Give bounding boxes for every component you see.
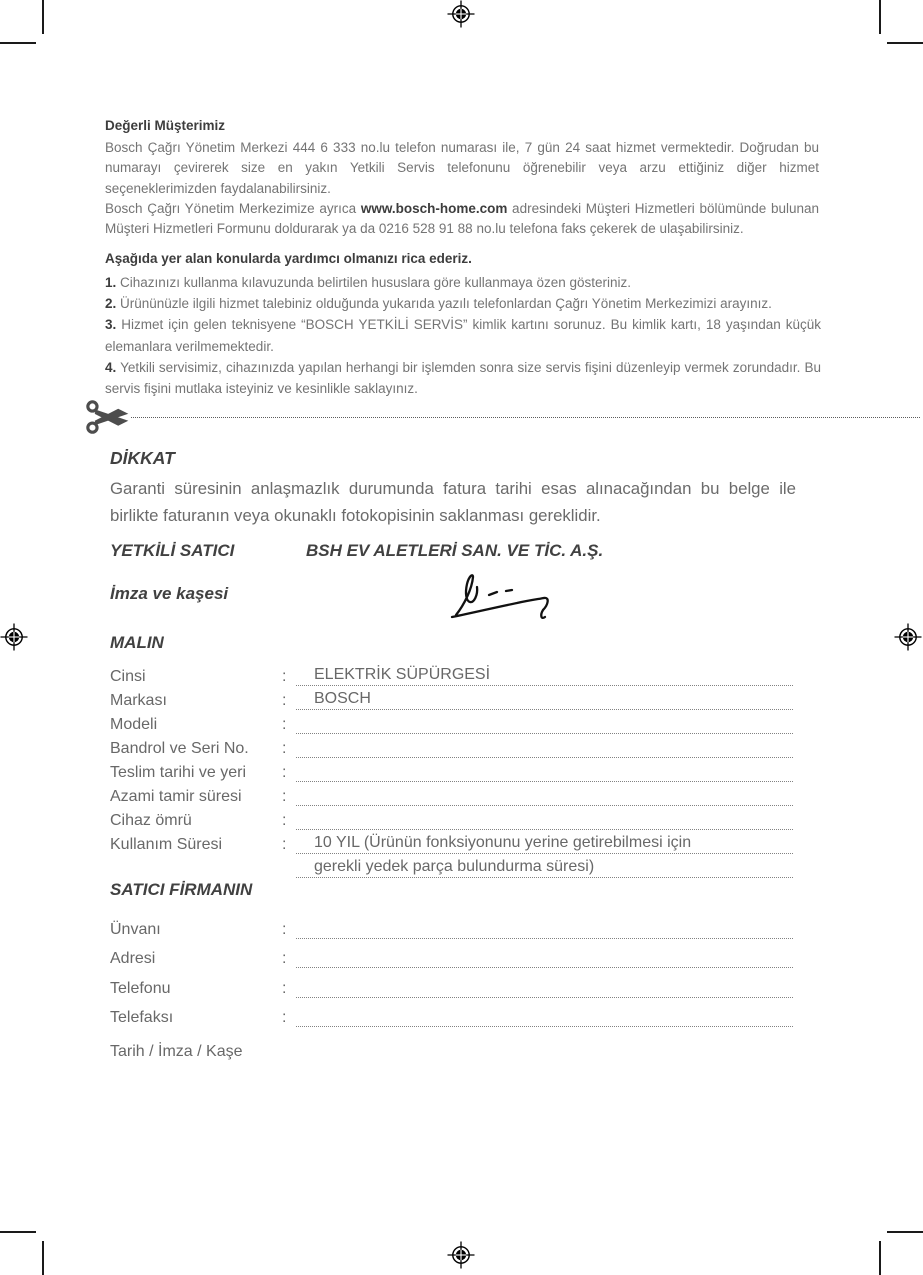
crop-mark-icon: [879, 1241, 881, 1275]
field-label: Tarih / İmza / Kaşe: [110, 1042, 243, 1060]
item-text: Hizmet için gelen teknisyene “BOSCH YETKİLİ SERVİS” kimlik kartını sorunuz. Bu kimlik kartı, 18 yaşından küçük elemanlara verilmemektedir.: [105, 317, 821, 354]
colon: :: [282, 979, 287, 997]
field-label: Teslim tarihi ve yeri: [110, 764, 247, 781]
field-label: Telefaksı: [110, 1009, 174, 1026]
assistance-instructions-section: [105, 251, 821, 399]
field-value-line: [296, 938, 793, 939]
item-number: 3.: [105, 317, 117, 333]
intro-paragraph-2-rest: adresindeki Müşteri Hizmetleri bölümünde bulunan Müşteri Hizmetleri Formunu doldurarak ya da 0216 528 91 88 no.lu telefona faks çekerek de ulaşabilirsiniz.: [105, 200, 819, 237]
field-row-kullanim-suresi-cont: [110, 854, 793, 878]
field-row-markasi: [110, 686, 793, 710]
field-row-azami: [110, 782, 793, 806]
registration-mark-icon: [894, 623, 922, 651]
cut-here-dotted-line: [131, 417, 920, 418]
scissors-icon: [86, 398, 132, 437]
assistance-title: Aşağıda yer alan konularda yardımcı olmanızı rica ederiz.: [105, 251, 472, 266]
colon: :: [282, 692, 287, 709]
field-value-line: [296, 757, 793, 758]
field-row-kullanim-suresi: [110, 830, 793, 854]
intro-title: Değerli Müşterimiz: [105, 118, 226, 133]
colon: :: [282, 1009, 287, 1026]
item-number: 4.: [105, 359, 117, 375]
registration-mark-icon: [447, 0, 475, 28]
field-value-line: [296, 733, 793, 734]
intro-paragraph-1-text: Bosch Çağrı Yönetim Merkezi 444 6 333 no.lu telefon numarası ile, 7 gün 24 saat hizmet vermektedir. Doğrudan bu numarayı çevirerek size en yakın Yetkili Servis telefonunu öğrenebilir veya arzu ettiğiniz diğer hizmet seçeneklerimizden faydalanabilirsiniz.: [105, 140, 819, 196]
item-text: Cihazınızı kullanma kılavuzunda belirtilen hususlara göre kullanmaya özen gösteriniz.: [116, 275, 632, 290]
field-row-telefaksi: [110, 998, 793, 1028]
field-label: Telefonu: [110, 979, 171, 997]
field-value-line: [296, 781, 793, 782]
colon: :: [282, 812, 287, 829]
product-info-section: [110, 633, 793, 878]
field-row-bandrol: [110, 734, 793, 758]
field-label: Cinsi: [110, 668, 146, 685]
registration-mark-icon: [447, 1241, 475, 1269]
product-section-heading: MALIN: [110, 633, 164, 652]
item-number: 1.: [105, 275, 117, 290]
item-number: 2.: [105, 296, 117, 312]
field-label: Azami tamir süresi: [110, 788, 242, 805]
colon: :: [282, 668, 287, 685]
field-value-line: [296, 805, 793, 806]
crop-mark-icon: [0, 1231, 36, 1233]
attention-heading: DİKKAT: [110, 448, 175, 468]
seller-info-section: [110, 880, 793, 1061]
registration-mark-icon: [0, 623, 28, 651]
field-row-teslim: [110, 758, 793, 782]
crop-mark-icon: [887, 42, 923, 44]
field-label: Ünvanı: [110, 920, 161, 938]
colon: :: [282, 716, 287, 733]
item-text: Yetkili servisimiz, cihazınızda yapılan herhangi bir işlemden sonra size servis fişini düzenleyip vermek zorundadır. Bu servis fişini mutlaka isteyiniz ve kesinlikle saklayınız.: [105, 359, 821, 397]
handwritten-signature: [442, 569, 552, 624]
field-row-telefonu: [110, 968, 793, 998]
colon: :: [282, 836, 287, 853]
crop-mark-icon: [42, 1241, 44, 1275]
field-value-line: [296, 829, 793, 830]
authorized-dealer-section: [110, 541, 796, 604]
field-label: Markası: [110, 692, 167, 709]
colon: :: [282, 920, 287, 938]
dealer-company-name: BSH EV ALETLERİ SAN. VE TİC. A.Ş.: [306, 541, 604, 560]
intro-paragraph-2: [105, 199, 819, 240]
list-item: [105, 357, 821, 399]
field-row-modeli: [110, 710, 793, 734]
crop-mark-icon: [42, 0, 44, 34]
item-text: Ürününüzle ilgili hizmet talebiniz olduğunda yukarıda yazılı telefonlardan Çağrı Yönetim Merkezimizi arayınız.: [116, 296, 772, 312]
crop-mark-icon: [0, 42, 36, 44]
field-row-unvani: [110, 909, 793, 939]
field-value-line: ELEKTRİK SÜPÜRGESİ: [296, 665, 793, 686]
crop-mark-icon: [887, 1231, 923, 1233]
field-row-tarih-imza-kase: [110, 1031, 793, 1061]
authorized-dealer-label: YETKİLİ SATICI: [110, 541, 235, 560]
signature-stamp-label: İmza ve kaşesi: [110, 584, 229, 603]
list-item: [105, 293, 821, 314]
field-label: Kullanım Süresi: [110, 836, 223, 853]
list-item: [105, 272, 821, 293]
colon: :: [282, 788, 287, 805]
attention-section: [110, 448, 796, 529]
field-value-line: 10 YIL (Ürünün fonksiyonunu yerine getirebilmesi için: [296, 833, 793, 854]
field-row-adresi: [110, 939, 793, 969]
field-label: Bandrol ve Seri No.: [110, 740, 249, 757]
seller-section-heading: SATICI FİRMANIN: [110, 880, 253, 899]
colon: :: [282, 740, 287, 757]
colon: :: [282, 950, 287, 967]
field-label: Cihaz ömrü: [110, 812, 192, 829]
list-item: [105, 314, 821, 356]
field-value-line: BOSCH: [296, 689, 793, 710]
field-value-line: gerekli yedek parça bulundurma süresi): [296, 857, 793, 878]
field-value-line: [296, 967, 793, 968]
intro-paragraph-2-text: Bosch Çağrı Yönetim Merkezimize ayrıca: [105, 200, 361, 216]
customer-intro-section: [105, 118, 819, 239]
field-row-cihaz-omru: [110, 806, 793, 830]
website-url: www.bosch-home.com: [360, 200, 508, 216]
attention-body: Garanti süresinin anlaşmazlık durumunda fatura tarihi esas alınacağından bu belge ile birlikte faturanın veya okunaklı fotokopisinin saklanması gereklidir.: [110, 479, 796, 525]
field-label: Modeli: [110, 716, 158, 733]
intro-paragraph-1: [105, 138, 819, 199]
field-row-cinsi: [110, 662, 793, 686]
field-value-line: [296, 1026, 793, 1027]
field-value-line: [296, 997, 793, 998]
field-label: Adresi: [110, 950, 156, 967]
crop-mark-icon: [879, 0, 881, 34]
colon: :: [282, 764, 287, 781]
